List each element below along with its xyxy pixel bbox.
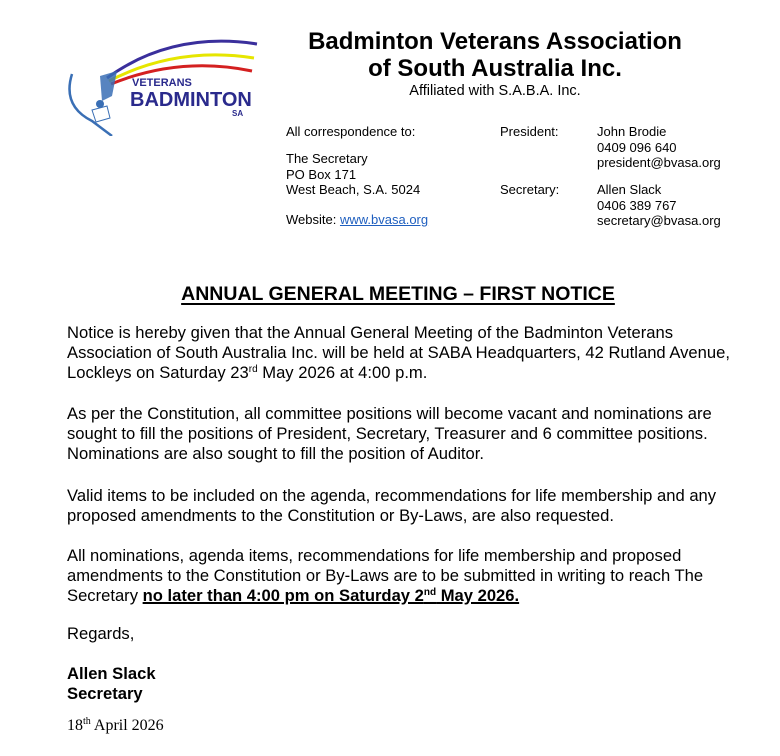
signer-name: Allen Slack [67, 664, 156, 683]
website-link[interactable]: www.bvasa.org [339, 212, 429, 227]
website-row [286, 212, 428, 228]
signer-title: Secretary [67, 684, 143, 703]
regards: Regards, [67, 624, 135, 643]
secretary-contact [597, 182, 721, 229]
submission-deadline: no later than 4:00 pm on Saturday 2nd May 2026. [142, 586, 520, 605]
paragraph-meeting-details: Notice is hereby given that the Annual General Meeting of the Badminton Veterans Association of South Australia Inc. will be held at SABA Headquarters, 42 Rutland Avenue, Lockleys on Saturday 23rd May 2026 at 4:00 p.m. [67, 323, 730, 382]
affiliation: Affiliated with S.A.B.A. Inc. [409, 83, 581, 99]
website-label: Website: [286, 212, 337, 227]
signature-block [67, 664, 156, 704]
org-title-line1: Badminton Veterans Association [308, 28, 682, 55]
address-line: West Beach, S.A. 5024 [286, 182, 421, 197]
president-name: John Brodie [597, 124, 667, 139]
secretary-role: Secretary: [500, 182, 560, 197]
address-line: PO Box 171 [286, 166, 357, 182]
address-line: The Secretary [286, 151, 368, 166]
notice-heading: ANNUAL GENERAL MEETING – FIRST NOTICE [181, 283, 615, 305]
paragraph-nominations: As per the Constitution, all committee positions will become vacant and nominations are sought to fill the positions of President, Secretary, Treasurer and 6 committee positions. Nominations are also sought to fill the position of Auditor. [67, 404, 712, 463]
letter-date: 18th April 2026 [67, 716, 164, 734]
postal-address [286, 151, 420, 198]
org-title-line2: of South Australia Inc. [368, 55, 622, 82]
president-role: President: [500, 124, 559, 139]
shuttlecock-swoosh-icon [62, 26, 262, 136]
svg-text:SA: SA [232, 109, 244, 118]
secretary-email: secretary@bvasa.org [597, 213, 721, 228]
paragraph-agenda: Valid items to be included on the agenda, recommendations for life membership and any proposed amendments to the Constitution or By-Laws, are also requested. [67, 486, 717, 525]
president-phone: 0409 096 640 [597, 139, 677, 155]
paragraph-submission: All nominations, agenda items, recommendations for life membership and proposed amendments to the Constitution or By-Laws are to be submitted in writing to reach The Secretary no later than 4:00 pm on Saturday 2nd May 2026. [67, 546, 704, 605]
bvasa-logo [62, 26, 262, 136]
svg-text:VETERANS: VETERANS [132, 77, 192, 89]
president-contact [597, 124, 721, 171]
secretary-name: Allen Slack [597, 182, 662, 197]
president-email: president@bvasa.org [597, 155, 721, 170]
correspondence-label: All correspondence to: [286, 124, 416, 139]
secretary-phone: 0406 389 767 [597, 197, 677, 213]
svg-text:BADMINTON: BADMINTON [130, 89, 252, 111]
